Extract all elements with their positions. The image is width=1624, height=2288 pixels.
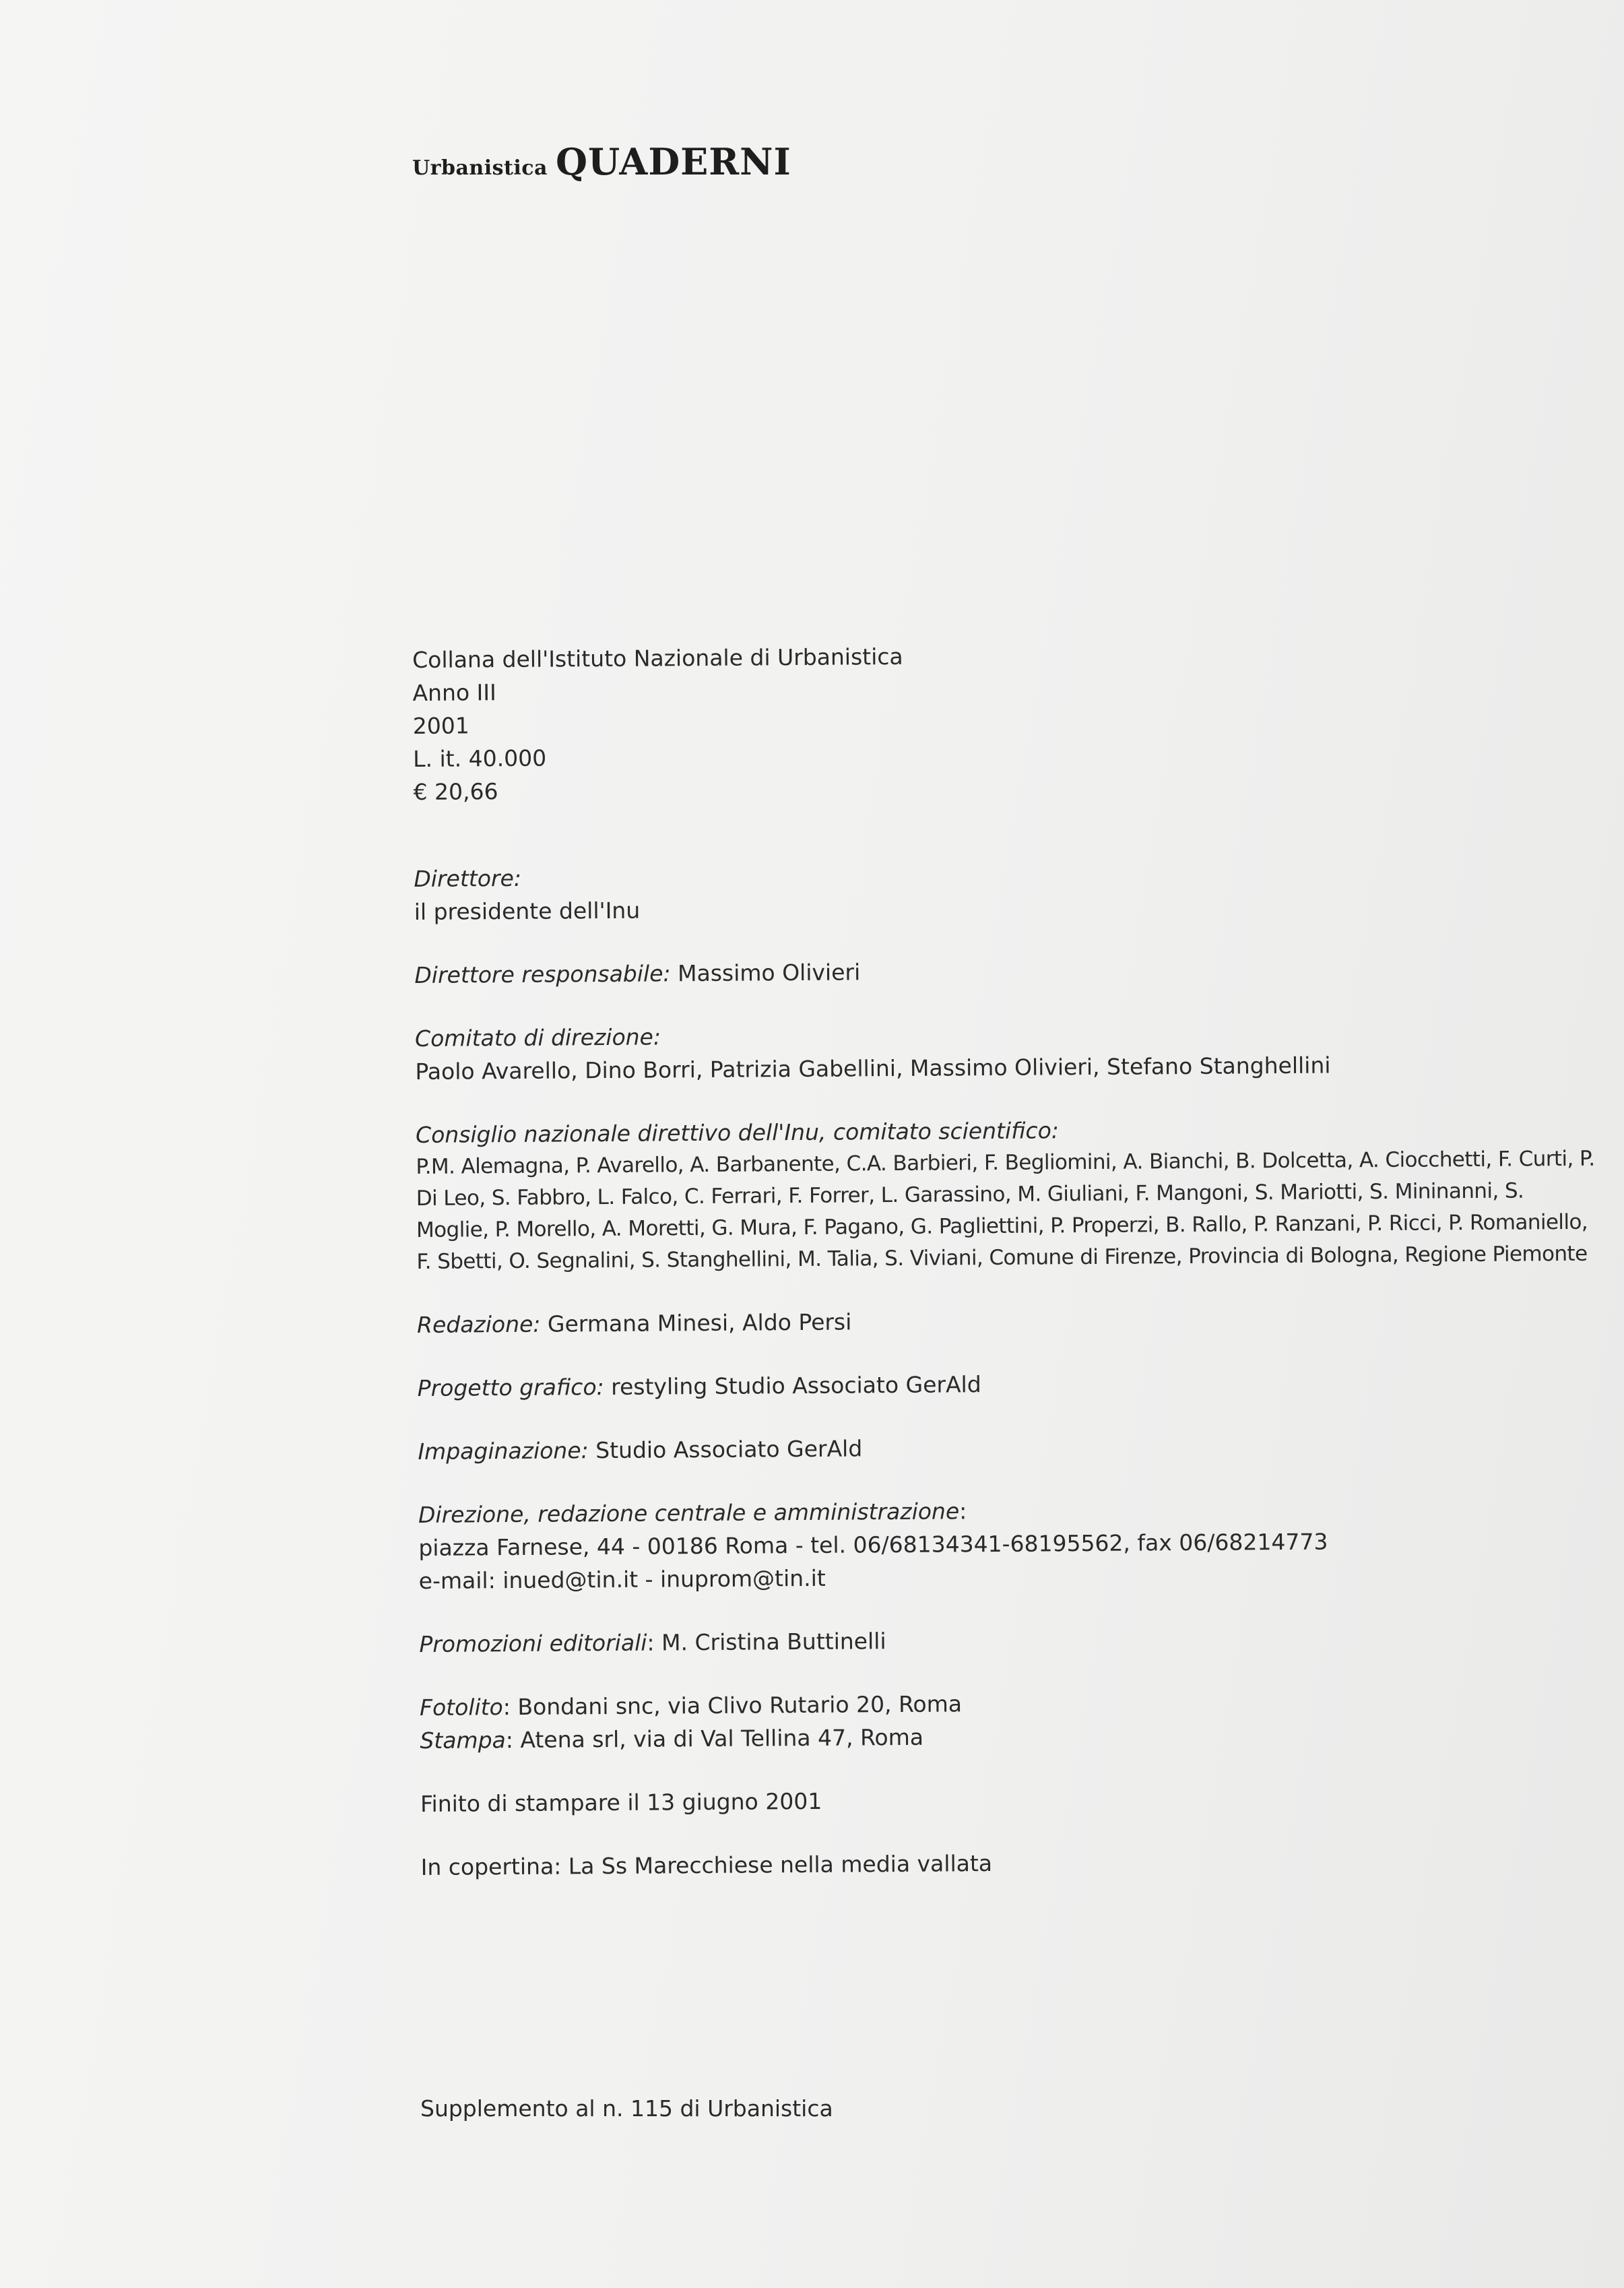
direttore-responsabile-label: Direttore responsabile: bbox=[414, 960, 671, 988]
masthead bbox=[412, 140, 791, 183]
fotolito-value: : Bondani snc, via Clivo Rutario 20, Roma bbox=[502, 1690, 963, 1721]
direttore-value: il presidente dell'Inu bbox=[414, 897, 641, 925]
year-line: 2001 bbox=[412, 712, 469, 739]
stampa-label: Stampa bbox=[420, 1727, 506, 1754]
consiglio-label: Consiglio nazionale direttivo dell'Inu, comitato scientifico: bbox=[415, 1117, 1060, 1148]
direzione-label: Direzione, redazione centrale e amministrazione bbox=[418, 1498, 960, 1528]
redazione-value: Germana Minesi, Aldo Persi bbox=[540, 1308, 852, 1337]
finito-line: Finito di stampare il 13 giugno 2001 bbox=[420, 1787, 822, 1817]
comitato-label: Comitato di direzione: bbox=[414, 1023, 661, 1052]
progetto-value: restyling Studio Associato GerAld bbox=[604, 1371, 981, 1401]
promozioni-value: : M. Cristina Buttinelli bbox=[647, 1628, 886, 1656]
direttore-label: Direttore: bbox=[414, 864, 522, 892]
collana-line: Collana dell'Istituto Nazionale di Urbanistica bbox=[412, 643, 903, 673]
masthead-small: Urbanistica bbox=[412, 156, 548, 180]
anno-line: Anno III bbox=[412, 679, 496, 706]
consiglio-names: P.M. Alemagna, P. Avarello, A. Barbanente, C.A. Barbieri, F. Begliomini, A. Bianchi, B. Dolcetta, A. Ciocchetti, F. Curti, P. Di Leo, S. Fabbro, L. Falco, C. Ferrari, F. Forrer, L. Garassino, M. Giuliani, F. Mangoni, S. Mariotti, S. Mininanni, S. Moglie, P. Morello, A. Moretti, G. Mura, F. Pagano, G. Pagliettini, P. Properzi, B. Rallo, P. Ranzani, P. Ricci, P. Romaniello, F. Sbetti, O. Segnalini, S. Stanghellini, M. Talia, S. Viviani, Comune di Firenze, Provincia di Bologna, Regione Piemonte bbox=[416, 1146, 1595, 1274]
colophon bbox=[412, 635, 1606, 1884]
direttore-responsabile-value: Massimo Olivieri bbox=[670, 959, 861, 987]
impaginazione-label: Impaginazione: bbox=[418, 1437, 589, 1465]
direzione-address: piazza Farnese, 44 - 00186 Roma - tel. 06/68134341-68195562, fax 06/68214773 bbox=[418, 1528, 1328, 1561]
direzione-email: e-mail: inued@tin.it - inuprom@tin.it bbox=[418, 1564, 826, 1594]
price-euro: € 20,66 bbox=[413, 778, 498, 805]
direzione-colon: : bbox=[959, 1498, 967, 1525]
impaginazione-value: Studio Associato GerAld bbox=[588, 1435, 863, 1464]
price-lire: L. it. 40.000 bbox=[413, 744, 547, 772]
promozioni-label: Promozioni editoriali bbox=[419, 1629, 647, 1657]
stampa-value: : Atena srl, via di Val Tellina 47, Roma bbox=[505, 1723, 924, 1754]
fotolito-label: Fotolito bbox=[419, 1694, 503, 1721]
redazione-label: Redazione: bbox=[416, 1310, 541, 1338]
progetto-label: Progetto grafico: bbox=[417, 1374, 604, 1401]
supplemento-line: Supplemento al n. 115 di Urbanistica bbox=[420, 2095, 833, 2122]
comitato-value: Paolo Avarello, Dino Borri, Patrizia Gabellini, Massimo Olivieri, Stefano Stanghellini bbox=[415, 1052, 1331, 1085]
copertina-line: In copertina: La Ss Marecchiese nella media vallata bbox=[420, 1850, 993, 1880]
masthead-title: QUADERNI bbox=[555, 140, 791, 183]
